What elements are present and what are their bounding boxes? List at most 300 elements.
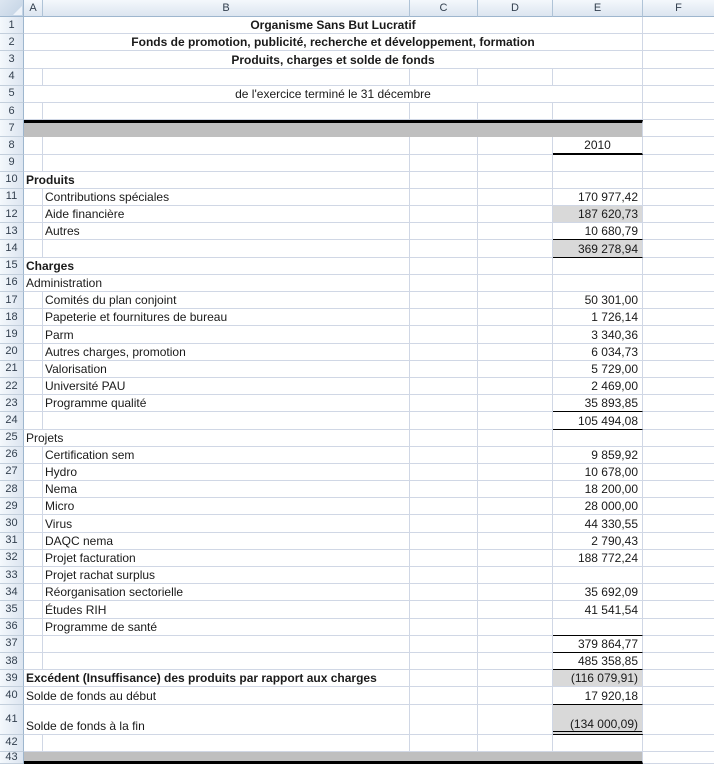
cell-E18[interactable]: 1 726,14	[553, 309, 643, 326]
cell-A14[interactable]	[24, 240, 43, 257]
cell-C26[interactable]	[410, 447, 478, 464]
cell-E16[interactable]	[553, 275, 643, 292]
cell-D13[interactable]	[478, 223, 553, 240]
cell-F23[interactable]	[643, 395, 714, 412]
cell-C42[interactable]	[410, 735, 478, 752]
cell-C22[interactable]	[410, 378, 478, 395]
row-header-27[interactable]: 27	[0, 464, 24, 481]
cell-C40[interactable]	[410, 687, 478, 704]
cell-B24[interactable]	[43, 412, 410, 429]
cell-A12[interactable]	[24, 206, 43, 223]
cell-F27[interactable]	[643, 464, 714, 481]
cell-C36[interactable]	[410, 619, 478, 636]
cell-A16[interactable]: Administration	[24, 275, 410, 292]
cell-E11[interactable]: 170 977,42	[553, 189, 643, 206]
row-header-9[interactable]: 9	[0, 155, 24, 172]
row-header-41[interactable]: 41	[0, 705, 24, 735]
cell-A22[interactable]	[24, 378, 43, 395]
cell-D21[interactable]	[478, 361, 553, 378]
cell-A40[interactable]: Solde de fonds au début	[24, 687, 410, 704]
cell-F25[interactable]	[643, 430, 714, 447]
cell-B31[interactable]: DAQC nema	[43, 533, 410, 550]
cell-A21[interactable]	[24, 361, 43, 378]
cell-F19[interactable]	[643, 326, 714, 343]
row-header-29[interactable]: 29	[0, 498, 24, 515]
cell-D9[interactable]	[478, 155, 553, 172]
sheet-row-42	[0, 735, 714, 752]
cell-D35[interactable]	[478, 601, 553, 618]
cell-E22[interactable]: 2 469,00	[553, 378, 643, 395]
row-header-12[interactable]: 12	[0, 206, 24, 223]
col-header-C[interactable]: C	[410, 0, 478, 17]
cell-E24[interactable]: 105 494,08	[553, 412, 643, 429]
cell-E10[interactable]	[553, 172, 643, 189]
cell-C38[interactable]	[410, 653, 478, 670]
cell-B42[interactable]	[43, 735, 410, 752]
cell-A7[interactable]	[24, 120, 643, 137]
cell-A35[interactable]	[24, 601, 43, 618]
sheet-row-19	[0, 326, 714, 343]
cell-F4[interactable]	[643, 69, 714, 86]
cell-C37[interactable]	[410, 636, 478, 653]
cell-A25[interactable]: Projets	[24, 430, 410, 447]
cell-B29[interactable]: Micro	[43, 498, 410, 515]
cell-A23[interactable]	[24, 395, 43, 412]
cell-E36[interactable]	[553, 619, 643, 636]
cell-D40[interactable]	[478, 687, 553, 704]
sheet-row-17	[0, 292, 714, 309]
cell-F7[interactable]	[643, 120, 714, 137]
sheet-row-9	[0, 155, 714, 172]
cell-F9[interactable]	[643, 155, 714, 172]
row-header-18[interactable]: 18	[0, 309, 24, 326]
cell-A10[interactable]: Produits	[24, 172, 410, 189]
cell-C15[interactable]	[410, 258, 478, 275]
cell-F36[interactable]	[643, 619, 714, 636]
select-all-triangle-icon	[13, 6, 22, 15]
cell-B19[interactable]: Parm	[43, 326, 410, 343]
cell-A9[interactable]	[24, 155, 43, 172]
cell-B27[interactable]: Hydro	[43, 464, 410, 481]
row-header-8[interactable]: 8	[0, 137, 24, 154]
cell-F28[interactable]	[643, 481, 714, 498]
cell-E38[interactable]: 485 358,85	[553, 653, 643, 670]
cell-D12[interactable]	[478, 206, 553, 223]
col-header-D[interactable]: D	[478, 0, 553, 17]
cell-A24[interactable]	[24, 412, 43, 429]
cell-A6[interactable]	[24, 103, 43, 120]
cell-A27[interactable]	[24, 464, 43, 481]
sheet-row-14	[0, 240, 714, 257]
row-header-17[interactable]: 17	[0, 292, 24, 309]
cell-E23[interactable]: 35 893,85	[553, 395, 643, 412]
row-header-40[interactable]: 40	[0, 687, 24, 704]
cell-D10[interactable]	[478, 172, 553, 189]
sheet-row-23	[0, 395, 714, 412]
cell-E8[interactable]: 2010	[553, 137, 643, 154]
cell-C8[interactable]	[410, 137, 478, 154]
cell-C6[interactable]	[410, 103, 478, 120]
cell-C21[interactable]	[410, 361, 478, 378]
cell-C39[interactable]	[410, 670, 478, 687]
cell-D41[interactable]	[478, 705, 553, 735]
cell-B33[interactable]: Projet rachat surplus	[43, 567, 410, 584]
cell-A41[interactable]: Solde de fonds à la fin	[24, 705, 410, 735]
cell-A39[interactable]: Excédent (Insuffisance) des produits par rapport aux charges	[24, 670, 410, 687]
cell-A18[interactable]	[24, 309, 43, 326]
cell-F8[interactable]	[643, 137, 714, 154]
row-header-35[interactable]: 35	[0, 601, 24, 618]
row-header-5[interactable]: 5	[0, 86, 24, 103]
sheet-row-40	[0, 687, 714, 704]
col-header-A[interactable]: A	[24, 0, 43, 17]
cell-D23[interactable]	[478, 395, 553, 412]
cell-C9[interactable]	[410, 155, 478, 172]
cell-F18[interactable]	[643, 309, 714, 326]
cell-E21[interactable]: 5 729,00	[553, 361, 643, 378]
cell-B18[interactable]: Papeterie et fournitures de bureau	[43, 309, 410, 326]
cell-C10[interactable]	[410, 172, 478, 189]
cell-D4[interactable]	[478, 69, 553, 86]
col-header-E[interactable]: E	[553, 0, 643, 17]
cell-B9[interactable]	[43, 155, 410, 172]
cell-E26[interactable]: 9 859,92	[553, 447, 643, 464]
cell-D34[interactable]	[478, 584, 553, 601]
cell-B11[interactable]: Contributions spéciales	[43, 189, 410, 206]
cell-E27[interactable]: 10 678,00	[553, 464, 643, 481]
cell-B20[interactable]: Autres charges, promotion	[43, 344, 410, 361]
cell-C23[interactable]	[410, 395, 478, 412]
cell-D6[interactable]	[478, 103, 553, 120]
row-header-13[interactable]: 13	[0, 223, 24, 240]
row-header-23[interactable]: 23	[0, 395, 24, 412]
sheet-row-22	[0, 378, 714, 395]
row-header-36[interactable]: 36	[0, 619, 24, 636]
cell-F37[interactable]	[643, 636, 714, 653]
sheet-row-37	[0, 636, 714, 653]
cell-B4[interactable]	[43, 69, 410, 86]
cell-F38[interactable]	[643, 653, 714, 670]
row-header-2[interactable]: 2	[0, 34, 24, 51]
cell-D28[interactable]	[478, 481, 553, 498]
cell-C33[interactable]	[410, 567, 478, 584]
cell-F6[interactable]	[643, 103, 714, 120]
cell-D37[interactable]	[478, 636, 553, 653]
row-header-7[interactable]: 7	[0, 120, 24, 137]
row-header-25[interactable]: 25	[0, 430, 24, 447]
cell-E39[interactable]: (116 079,91)	[553, 670, 643, 687]
cell-D27[interactable]	[478, 464, 553, 481]
cell-F11[interactable]	[643, 189, 714, 206]
cell-C19[interactable]	[410, 326, 478, 343]
cell-E17[interactable]: 50 301,00	[553, 292, 643, 309]
cell-D29[interactable]	[478, 498, 553, 515]
cell-E4[interactable]	[553, 69, 643, 86]
row-header-10[interactable]: 10	[0, 172, 24, 189]
cell-E14[interactable]: 369 278,94	[553, 240, 643, 257]
cell-A17[interactable]	[24, 292, 43, 309]
cell-C17[interactable]	[410, 292, 478, 309]
row-header-20[interactable]: 20	[0, 344, 24, 361]
cell-D32[interactable]	[478, 550, 553, 567]
cell-C20[interactable]	[410, 344, 478, 361]
cell-F33[interactable]	[643, 567, 714, 584]
cell-D38[interactable]	[478, 653, 553, 670]
cell-D33[interactable]	[478, 567, 553, 584]
cell-C11[interactable]	[410, 189, 478, 206]
cell-F40[interactable]	[643, 687, 714, 704]
cell-C30[interactable]	[410, 515, 478, 532]
cell-D14[interactable]	[478, 240, 553, 257]
sheet-body	[0, 17, 714, 764]
cell-A31[interactable]	[24, 533, 43, 550]
cell-B17[interactable]: Comités du plan conjoint	[43, 292, 410, 309]
cell-D36[interactable]	[478, 619, 553, 636]
row-header-32[interactable]: 32	[0, 550, 24, 567]
cell-E9[interactable]	[553, 155, 643, 172]
cell-D24[interactable]	[478, 412, 553, 429]
cell-C12[interactable]	[410, 206, 478, 223]
row-header-16[interactable]: 16	[0, 275, 24, 292]
cell-A13[interactable]	[24, 223, 43, 240]
row-header-30[interactable]: 30	[0, 515, 24, 532]
cell-E12[interactable]: 187 620,73	[553, 206, 643, 223]
cell-A26[interactable]	[24, 447, 43, 464]
cell-E31[interactable]: 2 790,43	[553, 533, 643, 550]
row-header-39[interactable]: 39	[0, 670, 24, 687]
cell-B37[interactable]	[43, 636, 410, 653]
cell-E28[interactable]: 18 200,00	[553, 481, 643, 498]
cell-F3[interactable]	[643, 51, 714, 68]
row-header-42[interactable]: 42	[0, 735, 24, 752]
cell-B35[interactable]: Études RIH	[43, 601, 410, 618]
cell-F29[interactable]	[643, 498, 714, 515]
cell-F24[interactable]	[643, 412, 714, 429]
row-header-31[interactable]: 31	[0, 533, 24, 550]
cell-F22[interactable]	[643, 378, 714, 395]
cell-F42[interactable]	[643, 735, 714, 752]
cell-D11[interactable]	[478, 189, 553, 206]
row-header-22[interactable]: 22	[0, 378, 24, 395]
cell-F34[interactable]	[643, 584, 714, 601]
cell-F13[interactable]	[643, 223, 714, 240]
row-header-34[interactable]: 34	[0, 584, 24, 601]
row-header-24[interactable]: 24	[0, 412, 24, 429]
cell-F5[interactable]	[643, 86, 714, 103]
sheet-row-28	[0, 481, 714, 498]
cell-A20[interactable]	[24, 344, 43, 361]
cell-D19[interactable]	[478, 326, 553, 343]
sheet-row-30	[0, 515, 714, 532]
cell-D31[interactable]	[478, 533, 553, 550]
cell-E6[interactable]	[553, 103, 643, 120]
cell-F21[interactable]	[643, 361, 714, 378]
sheet-row-33	[0, 567, 714, 584]
cell-B28[interactable]: Nema	[43, 481, 410, 498]
cell-E25[interactable]	[553, 430, 643, 447]
cell-E15[interactable]	[553, 258, 643, 275]
cell-E33[interactable]	[553, 567, 643, 584]
cell-A36[interactable]	[24, 619, 43, 636]
row-header-4[interactable]: 4	[0, 69, 24, 86]
cell-F41[interactable]	[643, 705, 714, 735]
sheet-row-39	[0, 670, 714, 687]
cell-E35[interactable]: 41 541,54	[553, 601, 643, 618]
row-header-21[interactable]: 21	[0, 361, 24, 378]
cell-B12[interactable]: Aide financière	[43, 206, 410, 223]
cell-D8[interactable]	[478, 137, 553, 154]
sheet-row-25	[0, 430, 714, 447]
cell-D22[interactable]	[478, 378, 553, 395]
sheet-row-29	[0, 498, 714, 515]
row-header-1[interactable]: 1	[0, 17, 24, 34]
cell-F17[interactable]	[643, 292, 714, 309]
cell-D16[interactable]	[478, 275, 553, 292]
cell-F14[interactable]	[643, 240, 714, 257]
row-header-43[interactable]: 43	[0, 752, 24, 765]
row-header-11[interactable]: 11	[0, 189, 24, 206]
cell-A29[interactable]	[24, 498, 43, 515]
row-header-3[interactable]: 3	[0, 51, 24, 68]
cell-F32[interactable]	[643, 550, 714, 567]
cell-B1[interactable]: Organisme Sans But Lucratif	[24, 17, 643, 34]
sheet-row-35	[0, 601, 714, 618]
cell-A19[interactable]	[24, 326, 43, 343]
cell-D18[interactable]	[478, 309, 553, 326]
cell-F2[interactable]	[643, 34, 714, 51]
cell-B26[interactable]: Certification sem	[43, 447, 410, 464]
cell-F10[interactable]	[643, 172, 714, 189]
cell-B36[interactable]: Programme de santé	[43, 619, 410, 636]
cell-E19[interactable]: 3 340,36	[553, 326, 643, 343]
cell-B30[interactable]: Virus	[43, 515, 410, 532]
cell-B14[interactable]	[43, 240, 410, 257]
cell-D30[interactable]	[478, 515, 553, 532]
row-header-19[interactable]: 19	[0, 326, 24, 343]
cell-E30[interactable]: 44 330,55	[553, 515, 643, 532]
cell-F20[interactable]	[643, 344, 714, 361]
row-header-26[interactable]: 26	[0, 447, 24, 464]
cell-E37[interactable]: 379 864,77	[553, 636, 643, 653]
cell-E41[interactable]: (134 000,09)	[553, 705, 643, 735]
cell-C14[interactable]	[410, 240, 478, 257]
cell-D39[interactable]	[478, 670, 553, 687]
cell-C18[interactable]	[410, 309, 478, 326]
cell-C24[interactable]	[410, 412, 478, 429]
cell-A42[interactable]	[24, 735, 43, 752]
sheet-row-34	[0, 584, 714, 601]
cell-B6[interactable]	[43, 103, 410, 120]
cell-A30[interactable]	[24, 515, 43, 532]
cell-A15[interactable]: Charges	[24, 258, 410, 275]
cell-B3[interactable]: Produits, charges et solde de fonds	[24, 51, 643, 68]
cell-E29[interactable]: 28 000,00	[553, 498, 643, 515]
cell-F1[interactable]	[643, 17, 714, 34]
cell-D17[interactable]	[478, 292, 553, 309]
cell-A43[interactable]	[24, 752, 643, 765]
cell-A34[interactable]	[24, 584, 43, 601]
cell-B34[interactable]: Réorganisation sectorielle	[43, 584, 410, 601]
cell-A28[interactable]	[24, 481, 43, 498]
cell-D25[interactable]	[478, 430, 553, 447]
cell-F26[interactable]	[643, 447, 714, 464]
cell-C27[interactable]	[410, 464, 478, 481]
cell-E40[interactable]: 17 920,18	[553, 687, 643, 704]
cell-B22[interactable]: Université PAU	[43, 378, 410, 395]
cell-F35[interactable]	[643, 601, 714, 618]
cell-B8[interactable]	[43, 137, 410, 154]
cell-C29[interactable]	[410, 498, 478, 515]
cell-E42[interactable]	[553, 735, 643, 752]
cell-D20[interactable]	[478, 344, 553, 361]
cell-A38[interactable]	[24, 653, 43, 670]
row-header-15[interactable]: 15	[0, 258, 24, 275]
cell-C31[interactable]	[410, 533, 478, 550]
cell-C32[interactable]	[410, 550, 478, 567]
cell-F15[interactable]	[643, 258, 714, 275]
sheet-row-20	[0, 344, 714, 361]
row-header-28[interactable]: 28	[0, 481, 24, 498]
cell-B5[interactable]: de l'exercice terminé le 31 décembre	[24, 86, 643, 103]
cell-A32[interactable]	[24, 550, 43, 567]
cell-B38[interactable]	[43, 653, 410, 670]
cell-F31[interactable]	[643, 533, 714, 550]
cell-B32[interactable]: Projet facturation	[43, 550, 410, 567]
select-all-corner[interactable]	[0, 0, 24, 17]
cell-D15[interactable]	[478, 258, 553, 275]
cell-B21[interactable]: Valorisation	[43, 361, 410, 378]
cell-C25[interactable]	[410, 430, 478, 447]
cell-F16[interactable]	[643, 275, 714, 292]
cell-C35[interactable]	[410, 601, 478, 618]
cell-F43[interactable]	[643, 752, 714, 765]
cell-C16[interactable]	[410, 275, 478, 292]
col-header-B[interactable]: B	[43, 0, 410, 17]
cell-E13[interactable]: 10 680,79	[553, 223, 643, 240]
cell-A33[interactable]	[24, 567, 43, 584]
cell-F39[interactable]	[643, 670, 714, 687]
row-header-6[interactable]: 6	[0, 103, 24, 120]
cell-E20[interactable]: 6 034,73	[553, 344, 643, 361]
cell-B23[interactable]: Programme qualité	[43, 395, 410, 412]
cell-F30[interactable]	[643, 515, 714, 532]
cell-C34[interactable]	[410, 584, 478, 601]
cell-A11[interactable]	[24, 189, 43, 206]
cell-A37[interactable]	[24, 636, 43, 653]
sheet-row-32	[0, 550, 714, 567]
cell-D42[interactable]	[478, 735, 553, 752]
cell-C4[interactable]	[410, 69, 478, 86]
col-header-F[interactable]: F	[643, 0, 714, 17]
row-header-14[interactable]: 14	[0, 240, 24, 257]
cell-E32[interactable]: 188 772,24	[553, 550, 643, 567]
row-header-33[interactable]: 33	[0, 567, 24, 584]
cell-B2[interactable]: Fonds de promotion, publicité, recherche et développement, formation	[24, 34, 643, 51]
cell-F12[interactable]	[643, 206, 714, 223]
cell-E34[interactable]: 35 692,09	[553, 584, 643, 601]
cell-C13[interactable]	[410, 223, 478, 240]
cell-C28[interactable]	[410, 481, 478, 498]
sheet-row-1	[0, 17, 714, 34]
cell-A4[interactable]	[24, 69, 43, 86]
sheet-row-16	[0, 275, 714, 292]
cell-D26[interactable]	[478, 447, 553, 464]
cell-B13[interactable]: Autres	[43, 223, 410, 240]
cell-A8[interactable]	[24, 137, 43, 154]
row-header-37[interactable]: 37	[0, 636, 24, 653]
cell-C41[interactable]	[410, 705, 478, 735]
row-header-38[interactable]: 38	[0, 653, 24, 670]
